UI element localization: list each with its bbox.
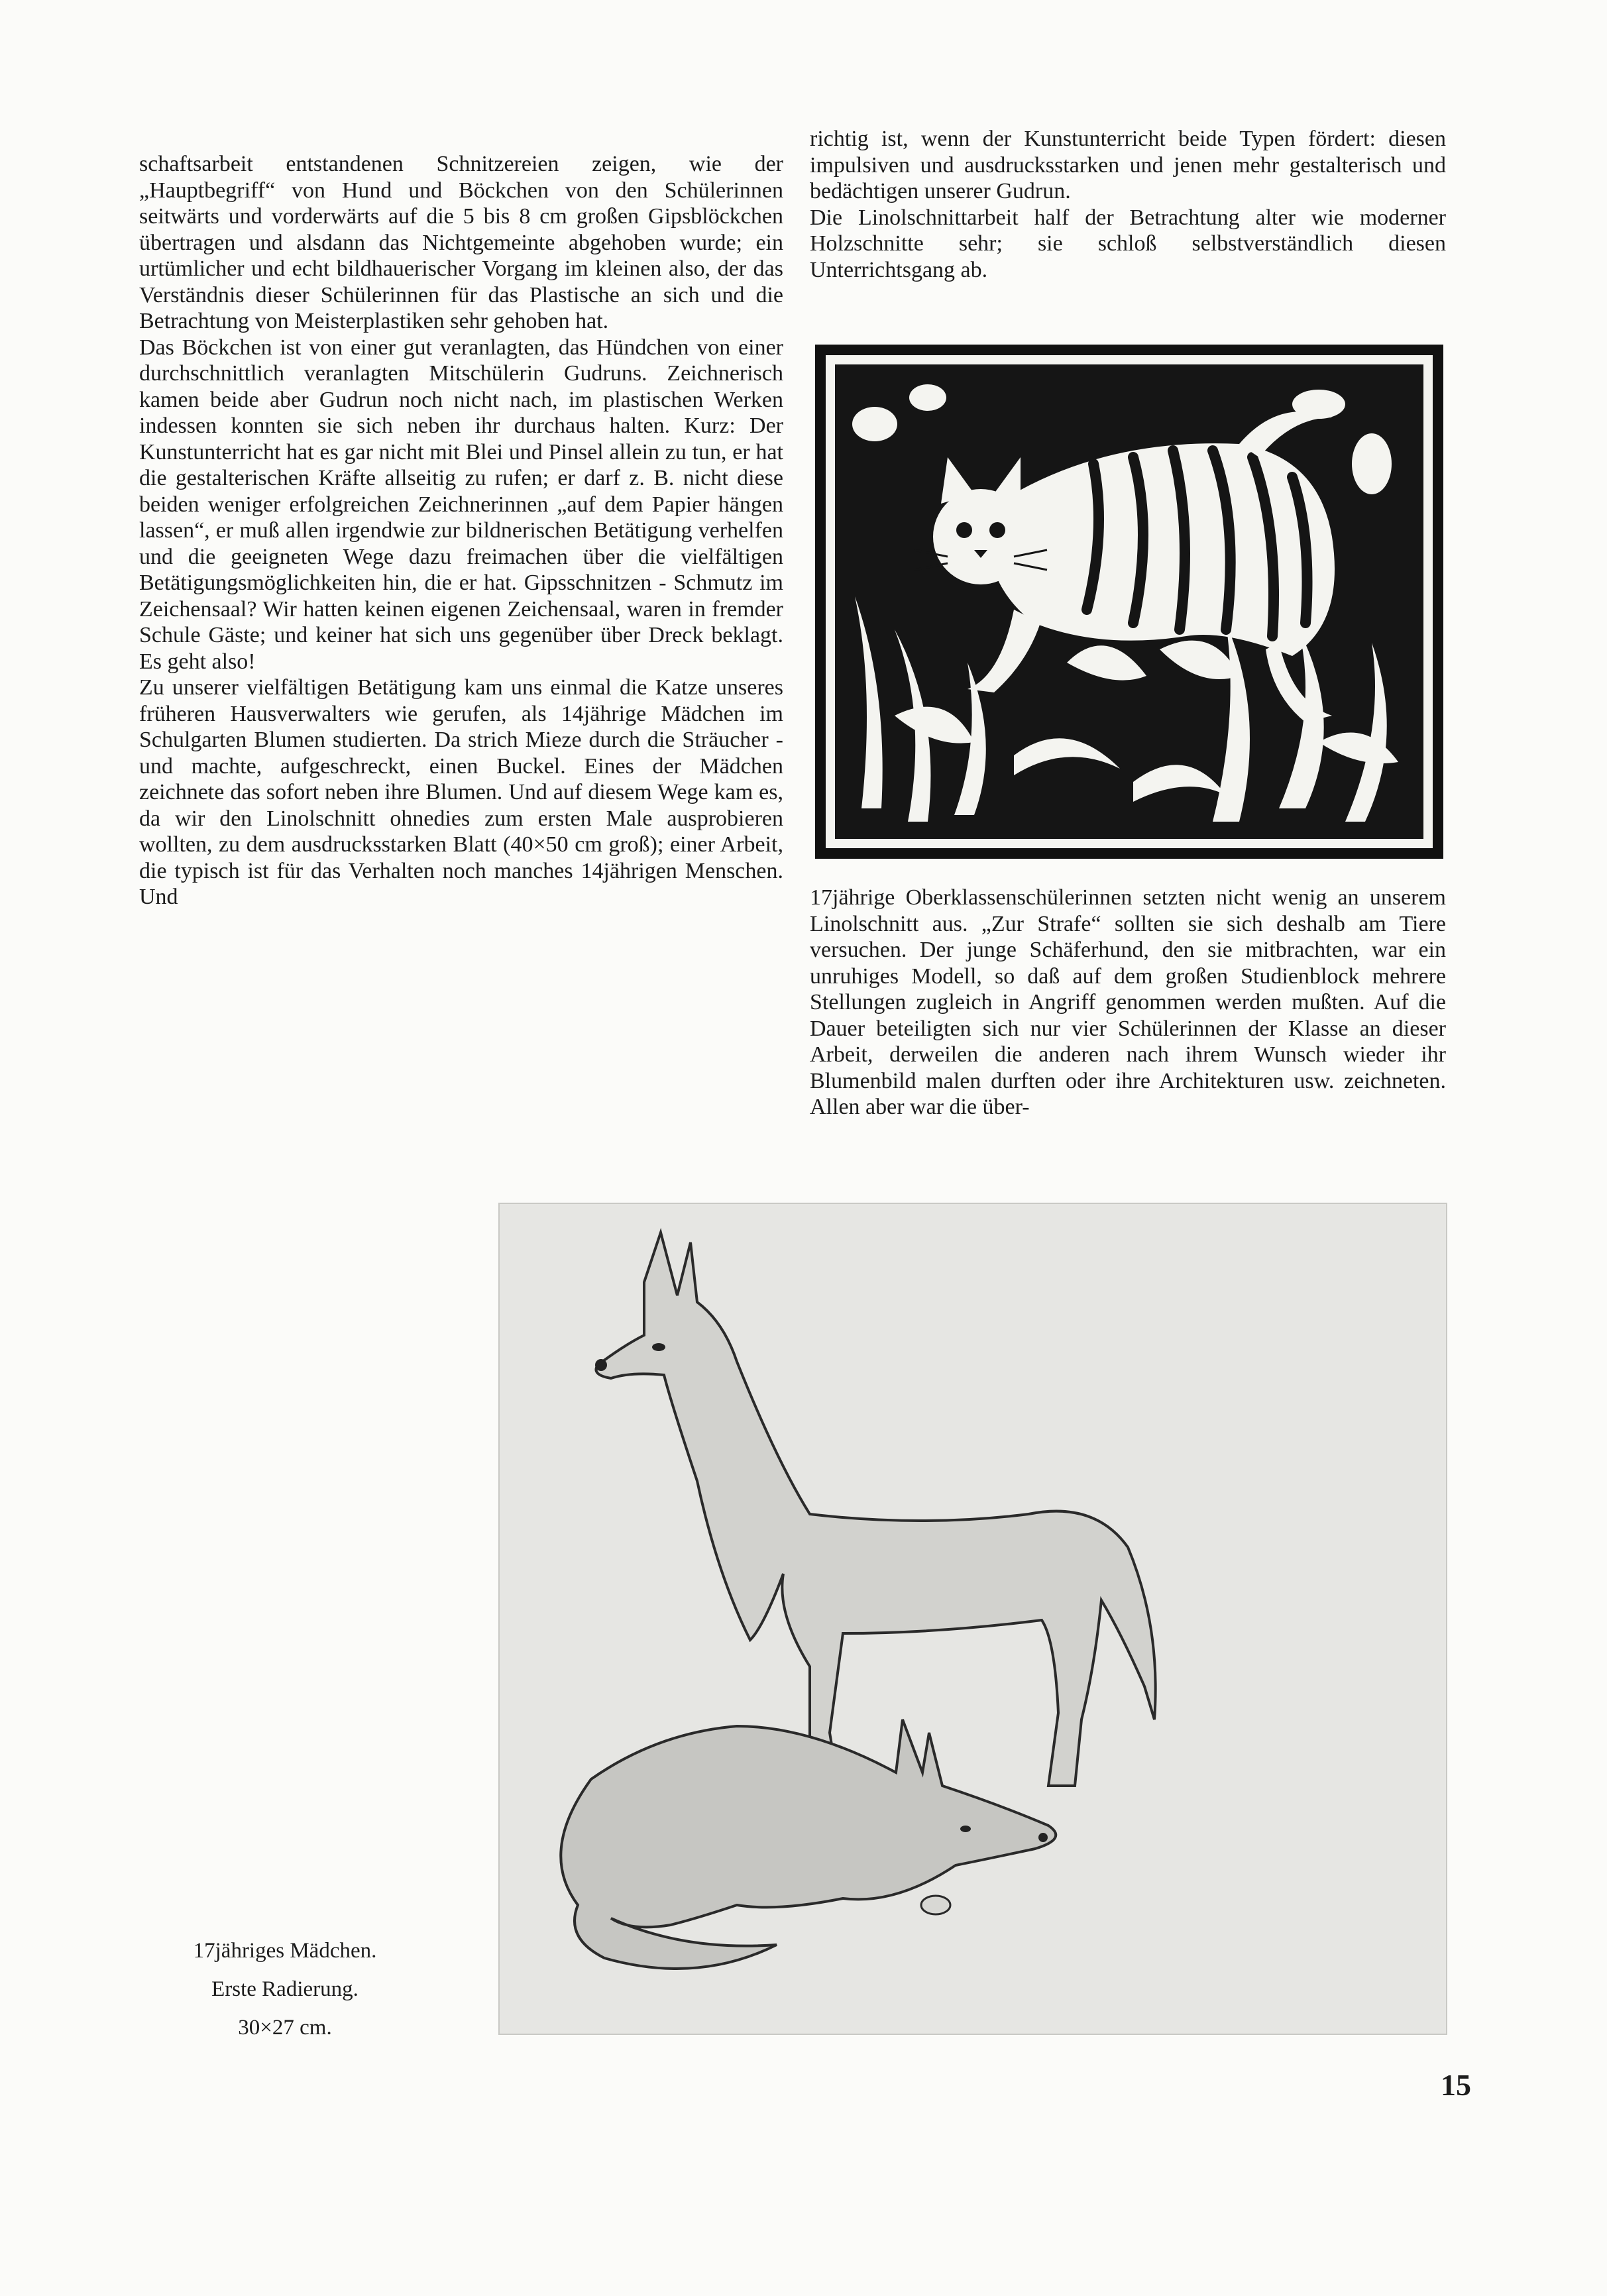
paragraph: 17jährige Oberklassenschülerinnen setzten nicht wenig an unserem Linolschnitt aus. „Zur Strafe“ sollten sie sich deshalb am Tiere versuchen. Der junge Schäferhund, den sie mitbrachten, war ein unruhiges Modell, so daß auf dem großen Studienblock mehrere Stellungen zugleich in Angriff genommen werden mußten. Auf die Dauer beteiligten sich nur vier Schülerinnen der Klasse an dieser Arbeit, derweilen die anderen nach ihrem Wunsch wieder ihr Blumenbild malen durften oder ihre Architekturen usw. zeichneten. Allen aber war die über- (810, 885, 1446, 1119)
caption-line: 17jähriges Mädchen. (193, 1939, 377, 1963)
right-text-column-top (810, 126, 1446, 283)
paragraph: schaftsarbeit entstandenen Schnitzereien zeigen, wie der „Hauptbegriff“ von Hund und Böckchen von den Schülerinnen seitwärts und vorderwärts auf die 5 bis 8 cm großen Gipsblöckchen übertragen und alsdann das Nichtgemeinte abgehoben wurde; ein urtümlicher und echt bildhauerischer Vorgang im kleinen also, der das Verständnis dieser Schülerinnen für das Plastische an sich und die Betrachtung von Meisterplastiken sehr gehoben hat. (139, 152, 783, 333)
left-text-column (139, 151, 783, 910)
paragraph: Das Böckchen ist von einer gut veranlagten, das Hündchen von einer durchschnittlich veranlagten Mitschülerin Gudruns. Zeichnerisch kamen beide aber Gudrun noch nicht nach, im plastischen Werken indessen konnten sie sich neben ihr durchaus halten. Kurz: Der Kunstunterricht hat es gar nicht mit Blei und Pinsel allein zu tun, er hat die gestalterischen Kräfte allseitig zu rufen; er darf z. B. nicht diese beiden weniger erfolgreichen Zeichnerinnen „auf dem Papier hängen lassen“, er muß allen irgendwie zur bildnerischen Betätigung verhelfen und die geeigneten Wege dazu freimachen über die vielfältigen Betätigungsmöglichkeiten hin, die er hat. Gipsschnitzen - Schmutz im Zeichensaal? Wir hatten keinen eigenen Zeichensaal, waren in fremder Schule Gäste; und keiner hat sich uns gegenüber über Dreck beklagt. Es geht also! (139, 335, 783, 674)
paragraph: richtig ist, wenn der Kunstunterricht beide Typen fördert: diesen impulsiven und ausdrucksstarken und jenen mehr gestalterisch und bedächtigen unserer Gudrun. (810, 127, 1446, 203)
paragraph: Zu unserer vielfältigen Betätigung kam uns einmal die Katze unseres früheren Hausverwalters wie gerufen, als 14jährige Mädchen im Schulgarten Blumen studierten. Da strich Mieze durch die Sträucher - und machte, aufgeschreckt, einen Buckel. Eines der Mädchen zeichnete das sofort neben ihre Blumen. Und auf diesem Wege kam es, da wir den Linolschnitt ohnedies zum ersten Male ausprobieren wollten, zu dem ausdrucksstarken Blatt (40×50 cm groß); einer Arbeit, die typisch ist für das Verhalten noch manches 14jährigen Menschen. Und (139, 675, 783, 909)
figure-caption (146, 1932, 424, 2047)
right-text-column-bottom (810, 885, 1446, 1121)
linocut-cat-illustration (815, 345, 1443, 859)
caption-line: Erste Radierung. (211, 1977, 359, 2001)
etching-two-dogs-illustration (498, 1203, 1447, 2035)
caption-line: 30×27 cm. (238, 2016, 332, 2040)
paragraph: Die Linolschnittarbeit half der Betrachtung alter wie moderner Holzschnitte sehr; sie schloß selbstverständlich diesen Unterrichtsgang ab. (810, 205, 1446, 282)
page-number: 15 (1441, 2068, 1471, 2102)
